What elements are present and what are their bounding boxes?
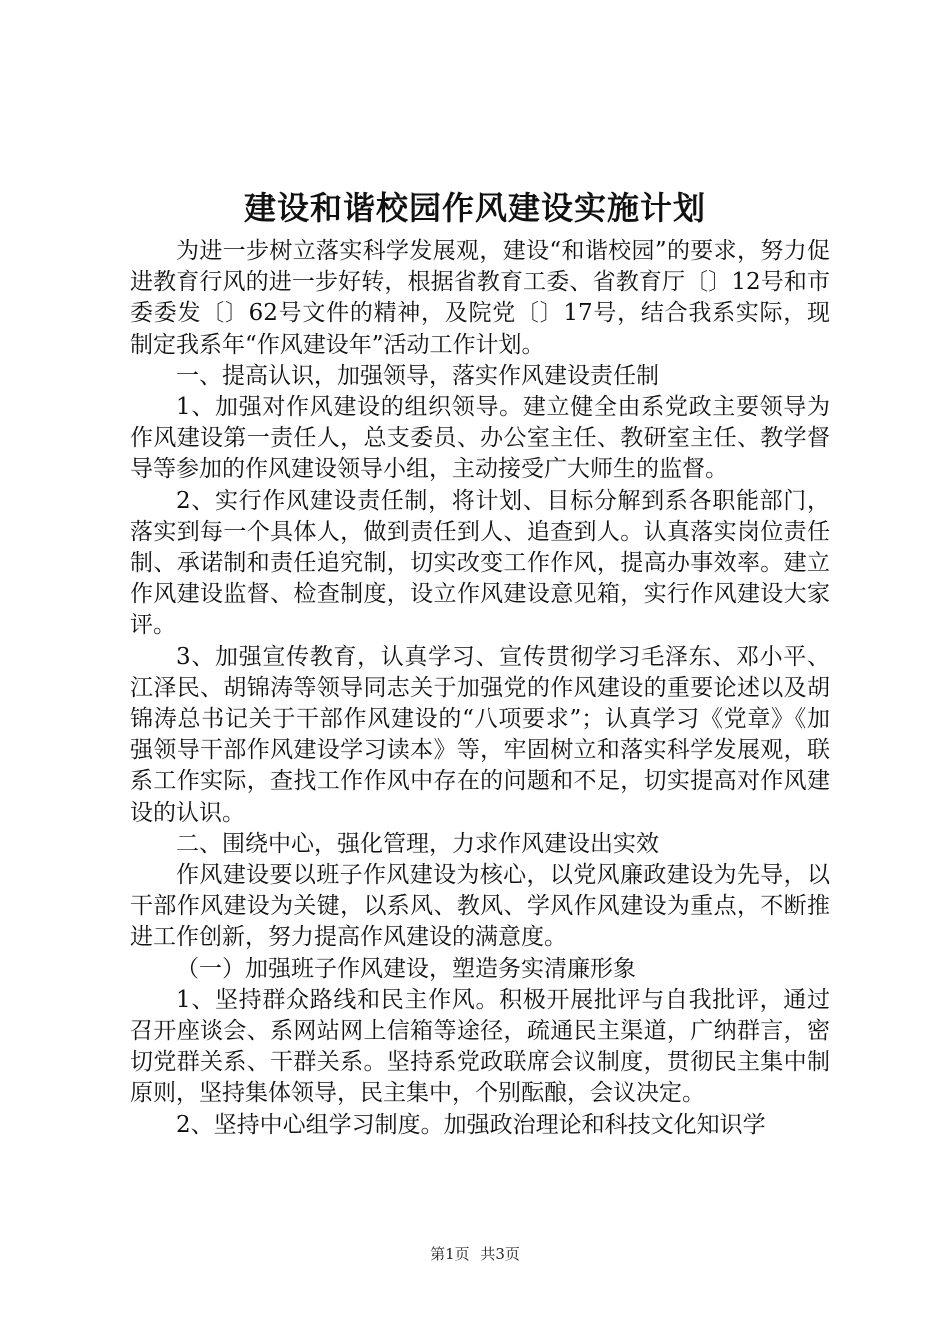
paragraph-item-3: 3、加强宣传教育，认真学习、宣传贯彻学习毛泽东、邓小平、江泽民、胡锦涛等领导同志关于加强党的作风建设的重要论述以及胡锦涛总书记关于干部作风建设的“八项要求”；认真学习《党章》《加强领导干部作风建设学习读本》等，牢固树立和落实科学发展观，联系工作实际，查找工作作风中存在的问题和不足，切实提高对作风建设的认识。 <box>130 643 830 826</box>
intro-paragraph: 为进一步树立落实科学发展观，建设“和谐校园”的要求，努力促进教育行风的进一步好转，根据省教育工委、省教育厅〔〕12号和市委委发〔〕62号文件的精神，及院党〔〕17号，结合我系实际，现制定我系年“作风建设年”活动工作计划。 <box>130 238 830 358</box>
document-title: 建设和谐校园作风建设实施计划 <box>243 189 706 227</box>
section-2-intro-paragraph: 作风建设要以班子作风建设为核心，以党风廉政建设为先导，以干部作风建设为关键，以系风、教风、学风作风建设为重点，不断推进工作创新，努力提高作风建设的满意度。 <box>130 862 830 951</box>
page-total: 共3页 <box>480 1245 520 1263</box>
section-heading-1: 一、提高认识，加强领导，落实作风建设责任制 <box>176 362 659 389</box>
paragraph-item-2: 2、实行作风建设责任制，将计划、目标分解到系各职能部门，落实到每一个具体人，做到责任到人、追查到人。认真落实岗位责任制、承诺制和责任追究制，切实改变工作作风，提高办事效率。建立作风建设监督、检查制度，设立作风建设意见箱，实行作风建设大家评。 <box>130 487 830 639</box>
section-heading-2: 二、围绕中心，强化管理，力求作风建设出实效 <box>176 830 659 857</box>
page-number: 第1页 <box>430 1245 470 1263</box>
document-body <box>130 236 830 1141</box>
page-footer <box>0 1244 950 1264</box>
subsection-paragraph-1: 1、坚持群众路线和民主作风。积极开展批评与自我批评，通过召开座谈会、系网站网上信箱等途径，疏通民主渠道，广纳群言，密切党群关系、干群关系。坚持系党政联席会议制度，贯彻民主集中制原则，坚持集体领导，民主集中，个别酝酿，会议决定。 <box>130 986 830 1107</box>
paragraph-item-1: 1、加强对作风建设的组织领导。建立健全由系党政主要领导为作风建设第一责任人，总支委员、办公室主任、教研室主任、教学督导等参加的作风建设领导小组，主动接受广大师生的监督。 <box>130 394 830 483</box>
subsection-paragraph-2: 2、坚持中心组学习制度。加强政治理论和科技文化知识学 <box>176 1111 766 1138</box>
subsection-heading-1: （一）加强班子作风建设，塑造务实清廉形象 <box>176 955 636 982</box>
